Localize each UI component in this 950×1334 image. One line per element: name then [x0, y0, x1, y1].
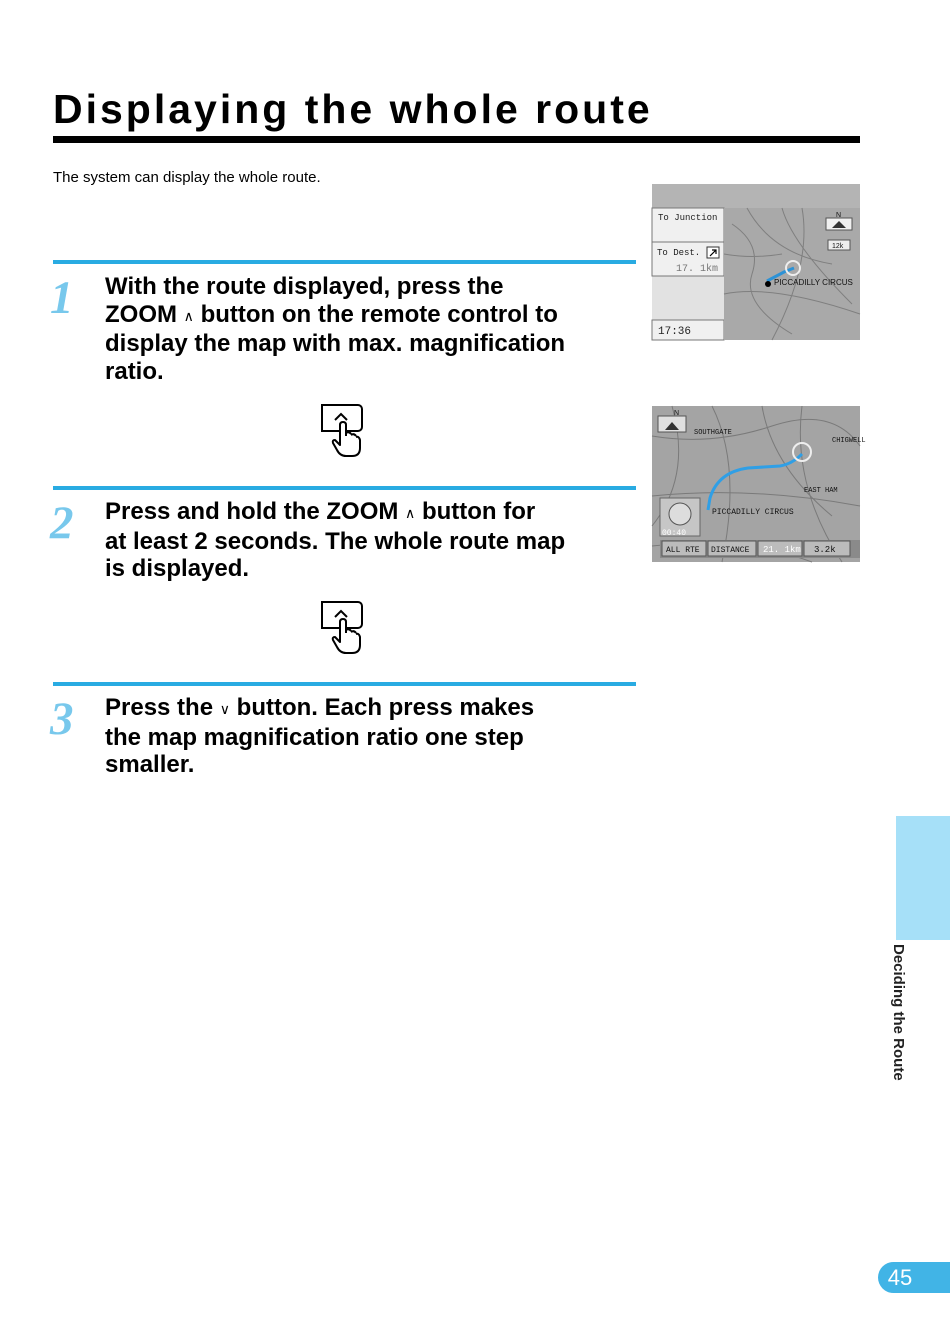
clock: 17:36	[658, 326, 692, 338]
step-3-line2: the map magnification ratio one step	[105, 723, 524, 751]
zoom-up-button-icon	[320, 403, 364, 459]
intro-text: The system can display the whole route.	[53, 169, 321, 186]
step-2-text	[105, 498, 615, 583]
section-label: Deciding the Route	[890, 944, 907, 1081]
page-number: 45	[887, 1265, 913, 1290]
step-1-text	[105, 273, 615, 385]
time-box: 00:40	[662, 529, 687, 538]
step-3-rule	[53, 682, 636, 686]
step-3-number: 3	[50, 693, 74, 745]
step-1-zoom-word: ZOOM	[105, 300, 177, 328]
step-2-line3: is displayed.	[105, 555, 250, 582]
step-1-line4: ratio.	[105, 357, 164, 385]
scale-label: 12k	[832, 243, 844, 250]
step-1-number: 1	[50, 272, 74, 324]
distance-value: 21. 1km	[763, 545, 801, 555]
max-magnification-map-screenshot	[652, 184, 860, 340]
step-1-line3: display the map with max. magnification	[105, 330, 566, 357]
step-2-number: 2	[50, 497, 74, 549]
step-2-suffix: button for	[415, 498, 536, 525]
page-title: Displaying the whole route	[53, 86, 653, 132]
zoom-down-symbol: ∨	[219, 701, 230, 717]
step-2-rule	[53, 486, 636, 490]
step-1-line1: With the route displayed, press the	[105, 273, 504, 300]
map-place-east-ham: EAST HAM	[804, 487, 838, 495]
all-route-button: ALL RTE	[666, 546, 700, 555]
step-3-text	[105, 694, 615, 779]
step-1-rule	[53, 260, 636, 264]
dest-distance: 17. 1km	[676, 264, 719, 275]
north-label: N	[674, 410, 680, 417]
zoom-up-button-icon	[320, 600, 364, 656]
step-3-prefix: Press the	[105, 694, 220, 721]
north-label: N	[836, 212, 842, 219]
map-place-label: PICCADILLY CIRCUS	[774, 278, 853, 287]
to-dest-label: To Dest.	[657, 248, 701, 258]
step-1-line2: button on the remote control to	[193, 300, 558, 328]
step-3-suffix: button. Each press makes	[229, 694, 535, 721]
step-2-line2: at least 2 seconds. The whole route map	[105, 527, 566, 555]
map-place-southgate: SOUTHGATE	[694, 429, 732, 437]
title-rule	[53, 136, 860, 143]
map-place-chigwell: CHIGWELL	[832, 437, 866, 445]
whole-route-map-screenshot	[652, 406, 866, 562]
step-3-line3: smaller.	[105, 751, 195, 778]
to-junction-label: To Junction	[658, 213, 718, 223]
zoom-up-symbol: ∧	[183, 307, 194, 324]
map-place-piccadilly: PICCADILLY CIRCUS	[712, 508, 794, 517]
distance-button: DISTANCE	[711, 546, 750, 555]
scale-label: 3.2k	[814, 545, 836, 555]
step-2-prefix: Press and hold the ZOOM	[105, 498, 406, 525]
section-tab	[896, 816, 950, 940]
zoom-up-symbol: ∧	[405, 505, 416, 521]
